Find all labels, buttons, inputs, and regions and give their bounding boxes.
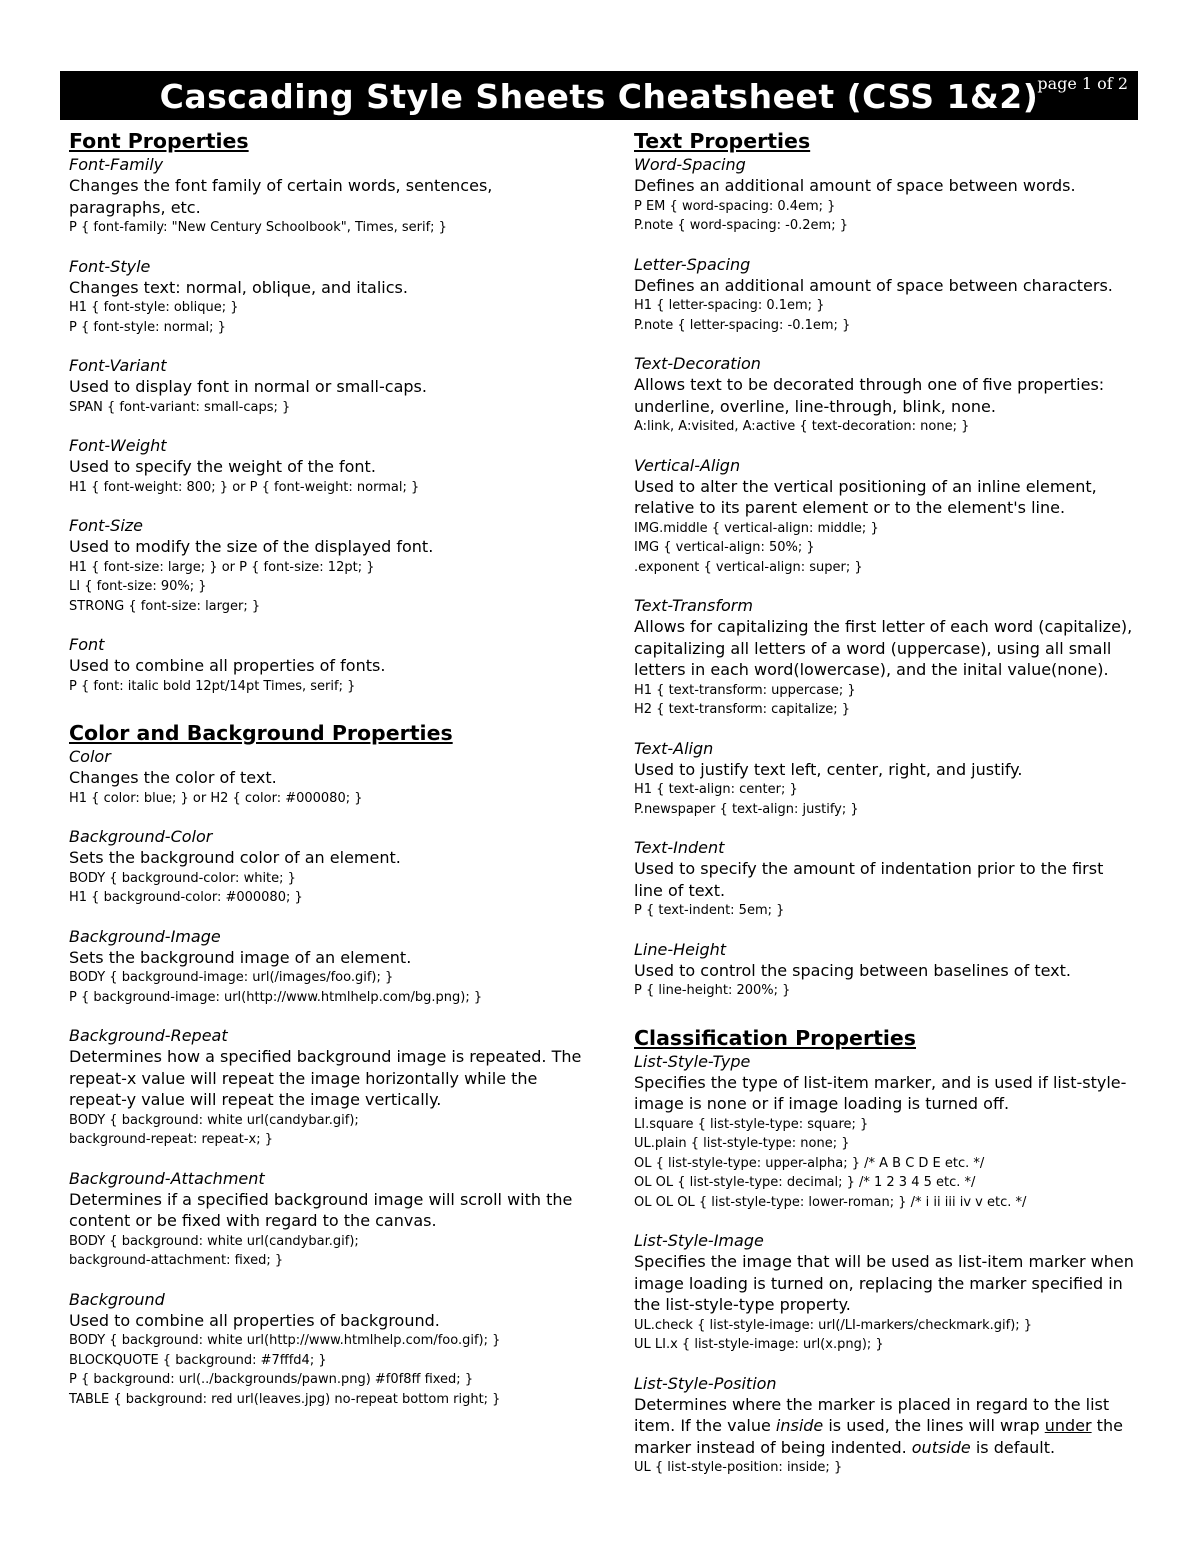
property-list-style-type	[634, 1051, 1134, 1213]
property-background-attachment	[69, 1168, 589, 1271]
code-example: background-attachment: fixed; }	[69, 1253, 284, 1268]
section-title: Classification Properties	[634, 1025, 916, 1050]
property-name: Line-Height	[634, 939, 727, 959]
property-name: Font-Style	[69, 256, 151, 276]
property-name: Font-Weight	[69, 436, 167, 455]
description-fragment: outside	[911, 1437, 971, 1457]
code-example: UL { list-style-position: inside; }	[634, 1460, 843, 1475]
property-description: Changes the font family of certain words, sentences, paragraphs, etc.	[69, 176, 493, 217]
property-description: Defines an additional amount of space between characters.	[634, 275, 1113, 295]
property-description: Allows text to be decorated through one of five properties: underline, overline, line-through, blink, none.	[634, 375, 1105, 416]
property-description: Used to control the spacing between baselines of text.	[634, 960, 1071, 980]
code-example: P.newspaper { text-align: justify; }	[634, 801, 859, 817]
property-description: Defines an additional amount of space between words.	[634, 176, 1076, 195]
code-example: BODY { background: white url(candybar.gif);	[69, 1233, 359, 1249]
property-description: Changes text: normal, oblique, and italics.	[69, 277, 408, 297]
property-text-transform	[634, 595, 1134, 720]
property-vertical-align	[634, 455, 1134, 578]
description-fragment: is used, the lines will wrap	[823, 1416, 1045, 1435]
property-name: List-Style-Type	[634, 1051, 751, 1071]
code-example: P { font-style: normal; }	[69, 319, 226, 335]
right-column	[634, 128, 1134, 1502]
code-example: OL OL { list-style-type: decimal; } /* 1 2 3 4 5 etc. */	[634, 1175, 976, 1190]
property-letter-spacing	[634, 254, 1134, 336]
code-example: P.note { word-spacing: -0.2em; }	[634, 218, 848, 233]
property-description: Allows for capitalizing the first letter of each word (capitalize), capitalizing all letters of a word (uppercase), using all small letters in each word(lowercase), and the inital value(none).	[634, 617, 1133, 679]
code-example: BODY { background-image: url(/images/foo.gif); }	[69, 970, 394, 985]
section-text-properties	[634, 128, 1134, 1001]
code-example: UL.check { list-style-image: url(/LI-markers/checkmark.gif); }	[634, 1317, 1033, 1333]
code-example: IMG { vertical-align: 50%; }	[634, 540, 815, 555]
property-name: Text-Align	[634, 738, 714, 758]
code-example: BLOCKQUOTE { background: #7fffd4; }	[69, 1352, 327, 1368]
code-example: H2 { text-transform: capitalize; }	[634, 702, 851, 717]
property-name: Text-Indent	[634, 838, 725, 857]
property-name: Background-Repeat	[69, 1026, 228, 1045]
property-name: Text-Transform	[634, 596, 753, 615]
property-font-variant	[69, 355, 589, 417]
property-description: Determines how a specified background image is repeated. The repeat-x value will repeat the image horizontally while the repeat-y value will repeat the image vertically.	[69, 1047, 582, 1109]
property-description: Sets the background image of an element.	[69, 947, 412, 967]
code-example: H1 { font-style: oblique; }	[69, 300, 239, 315]
property-background-repeat	[69, 1025, 589, 1150]
property-list-style-image	[634, 1230, 1134, 1355]
code-example: STRONG { font-size: larger; }	[69, 598, 261, 614]
property-name: Background-Attachment	[69, 1168, 265, 1188]
code-example: background-repeat: repeat-x; }	[69, 1132, 274, 1147]
code-example: P EM { word-spacing: 0.4em; }	[634, 198, 836, 214]
code-example: OL { list-style-type: upper-alpha; } /* A B C D E etc. */	[634, 1155, 985, 1171]
description-fragment: inside	[775, 1416, 824, 1435]
property-description: Used to specify the weight of the font.	[69, 457, 376, 476]
property-description: Used to combine all properties of fonts.	[69, 656, 386, 675]
property-text-align	[634, 738, 1134, 820]
code-example: P { font-family: "New Century Schoolbook", Times, serif; }	[69, 220, 447, 235]
property-description: Used to alter the vertical positioning of an inline element, relative to its parent element or to the element's line.	[634, 476, 1097, 517]
property-name: List-Style-Position	[634, 1373, 777, 1393]
property-font-style	[69, 256, 589, 338]
code-example: .exponent { vertical-align: super; }	[634, 559, 863, 575]
property-name: Background-Color	[69, 827, 213, 846]
code-example: UL LI.x { list-style-image: url(x.png); }	[634, 1337, 884, 1352]
property-description: Used to modify the size of the displayed font.	[69, 537, 434, 556]
code-example: P.note { letter-spacing: -0.1em; }	[634, 317, 851, 333]
property-name: Background	[69, 1289, 165, 1309]
section-title: Font Properties	[69, 129, 249, 153]
code-example: A:link, A:visited, A:active { text-decoration: none; }	[634, 419, 970, 434]
property-description: Used to justify text left, center, right, and justify.	[634, 759, 1023, 779]
property-word-spacing	[634, 154, 1134, 236]
property-name: Letter-Spacing	[634, 254, 751, 274]
code-example: P { background-image: url(http://www.htmlhelp.com/bg.png); }	[69, 989, 483, 1005]
code-example: P { text-indent: 5em; }	[634, 903, 785, 918]
code-example: H1 { text-align: center; }	[634, 782, 798, 797]
code-example: UL.plain { list-style-type: none; }	[634, 1136, 850, 1151]
property-background-image	[69, 926, 589, 1008]
section-font-properties	[69, 128, 589, 696]
code-example: H1 { background-color: #000080; }	[69, 890, 303, 905]
property-description: Sets the background color of an element.	[69, 848, 401, 867]
property-text-indent	[634, 837, 1134, 921]
section-color-and-background-properties	[69, 720, 589, 1409]
property-background-color	[69, 826, 589, 908]
property-description	[634, 1394, 1134, 1459]
property-name: Font-Family	[69, 155, 164, 174]
property-description: Changes the color of text.	[69, 768, 277, 787]
property-text-decoration	[634, 353, 1134, 437]
property-name: Font-Size	[69, 516, 144, 535]
property-background	[69, 1289, 589, 1410]
property-line-height	[634, 939, 1134, 1001]
property-name: Word-Spacing	[634, 155, 746, 174]
code-example: SPAN { font-variant: small-caps; }	[69, 399, 291, 415]
page-title: Cascading Style Sheets Cheatsheet (CSS 1&2)	[159, 77, 1039, 116]
description-fragment: the marker instead of being indented.	[634, 1416, 1123, 1457]
description-fragment: Determines where the marker is placed in regard to the list item. If the value	[634, 1394, 1110, 1435]
property-description: Used to combine all properties of background.	[69, 1310, 440, 1330]
code-example: H1 { font-size: large; } or P { font-size: 12pt; }	[69, 559, 375, 575]
code-example: H1 { text-transform: uppercase; }	[634, 682, 856, 698]
code-example: LI { font-size: 90%; }	[69, 579, 207, 594]
page-number: page 1 of 2	[1037, 74, 1128, 93]
description-fragment: under	[1044, 1416, 1092, 1435]
code-example: BODY { background-color: white; }	[69, 870, 296, 886]
code-example: OL OL OL { list-style-type: lower-roman; } /* i ii iii iv v etc. */	[634, 1194, 1027, 1210]
code-example: P { font: italic bold 12pt/14pt Times, serif; }	[69, 678, 356, 694]
code-example: P { line-height: 200%; }	[634, 983, 791, 998]
property-font-weight	[69, 435, 589, 497]
property-font-family	[69, 154, 589, 238]
property-description: Specifies the image that will be used as list-item marker when image loading is turned on, replacing the marker specified in the list-style-type property.	[634, 1252, 1134, 1314]
property-color	[69, 746, 589, 808]
property-name: Background-Image	[69, 926, 221, 946]
property-description: Used to specify the amount of indentation prior to the first line of text.	[634, 859, 1104, 900]
code-example: BODY { background: white url(candybar.gif);	[69, 1112, 359, 1128]
code-example: LI.square { list-style-type: square; }	[634, 1116, 869, 1132]
property-list-style-position	[634, 1373, 1134, 1478]
code-example: TABLE { background: red url(leaves.jpg) no-repeat bottom right; }	[69, 1391, 501, 1407]
section-title: Color and Background Properties	[69, 721, 453, 745]
property-name: Text-Decoration	[634, 354, 761, 373]
property-description: Specifies the type of list-item marker, and is used if list-style-image is none or if image loading is turned off.	[634, 1072, 1127, 1113]
property-description: Used to display font in normal or small-caps.	[69, 377, 427, 396]
property-name: Font-Variant	[69, 356, 167, 375]
property-name: List-Style-Image	[634, 1231, 764, 1250]
description-fragment: is default.	[970, 1437, 1056, 1457]
property-name: Color	[69, 747, 111, 766]
code-example: H1 { font-weight: 800; } or P { font-weight: normal; }	[69, 479, 420, 495]
code-example: H1 { letter-spacing: 0.1em; }	[634, 298, 825, 313]
code-example: BODY { background: white url(http://www.htmlhelp.com/foo.gif); }	[69, 1333, 501, 1348]
code-example: IMG.middle { vertical-align: middle; }	[634, 520, 879, 536]
property-font	[69, 634, 589, 696]
section-title: Text Properties	[634, 129, 811, 153]
property-font-size	[69, 515, 589, 616]
property-name: Vertical-Align	[634, 455, 741, 475]
property-description: Determines if a specified background image will scroll with the content or be fixed with regard to the canvas.	[69, 1189, 573, 1230]
code-example: H1 { color: blue; } or H2 { color: #000080; }	[69, 790, 363, 806]
section-classification-properties	[634, 1025, 1134, 1478]
header-bar	[60, 71, 1138, 120]
code-example: P { background: url(../backgrounds/pawn.png) #f0f8ff fixed; }	[69, 1372, 474, 1387]
property-name: Font	[69, 635, 105, 654]
left-column	[69, 128, 589, 1433]
